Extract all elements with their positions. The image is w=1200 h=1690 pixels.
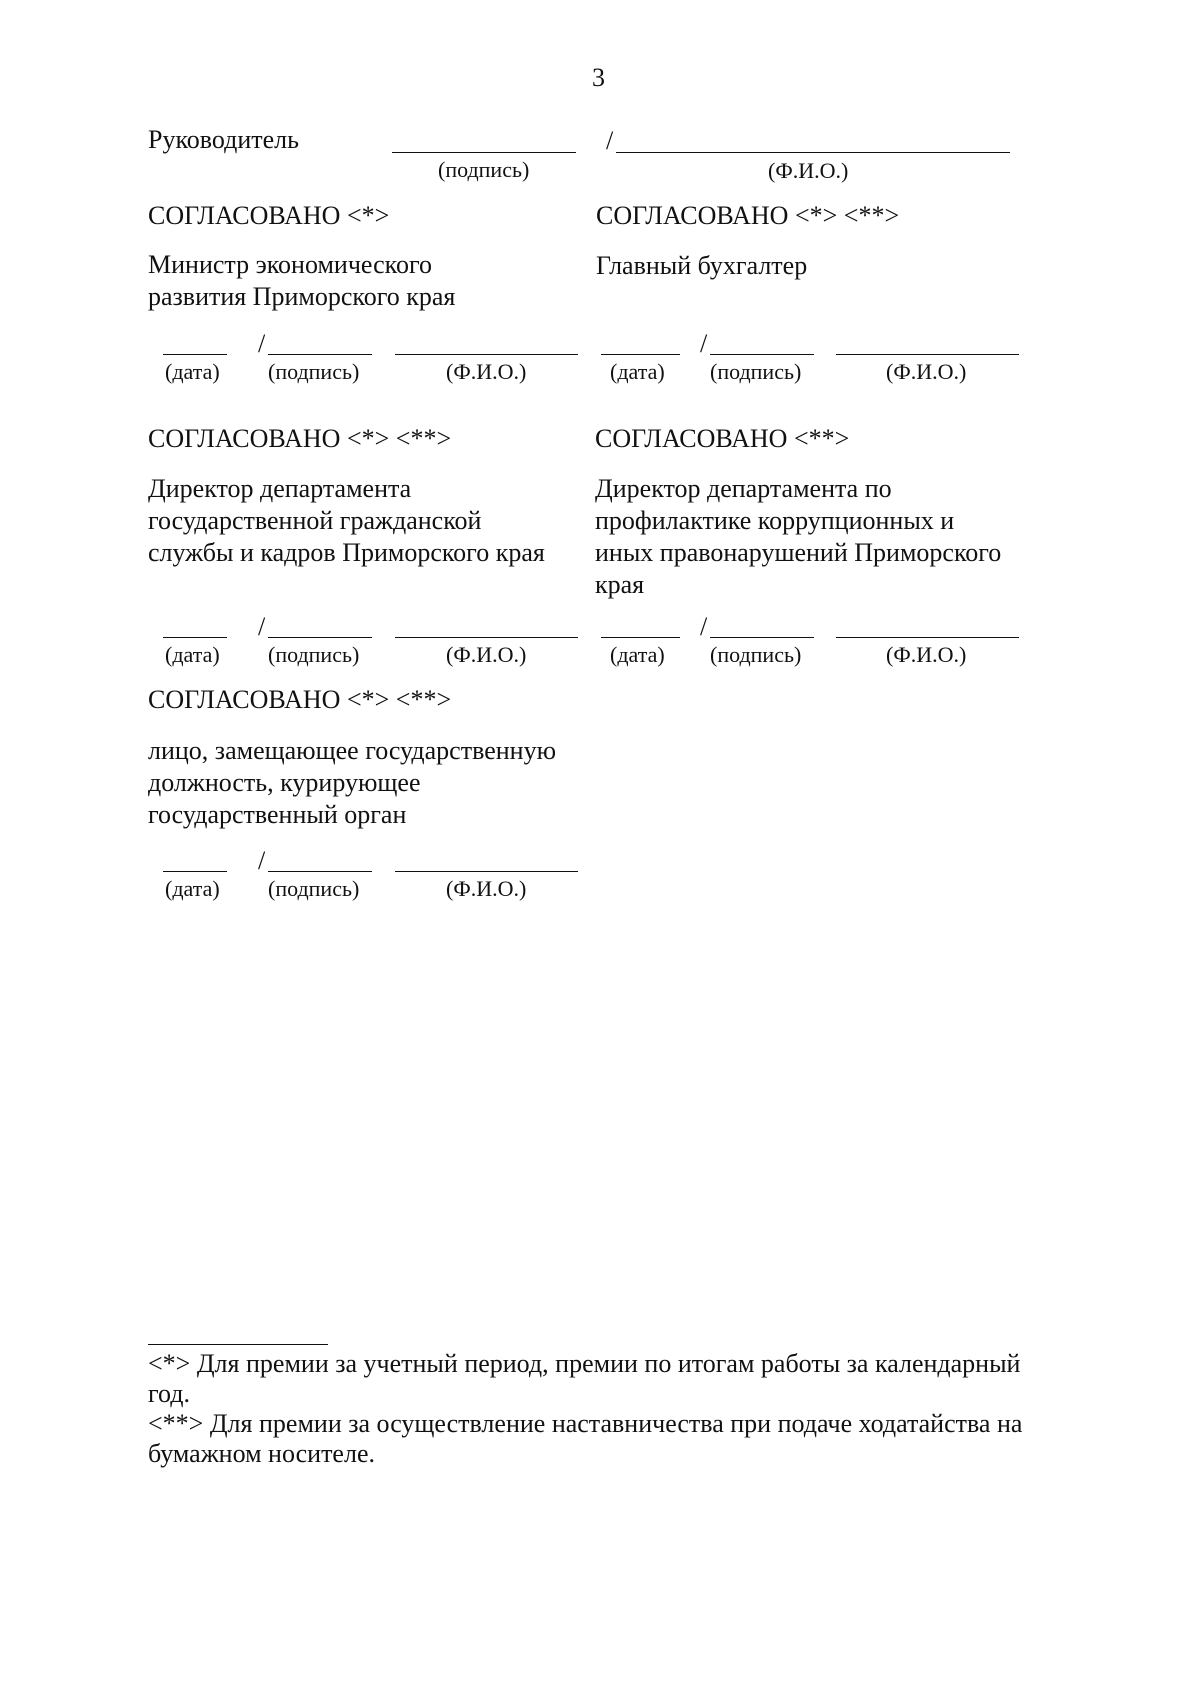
position-title: [595, 473, 1001, 601]
date-line: [601, 637, 680, 638]
name-line: [395, 354, 578, 355]
footnote-line: <**> Для премии за осуществление наставничества при подаче ходатайства на: [148, 1409, 1023, 1438]
separator-slash: /: [700, 612, 708, 641]
head-signature-caption: (подпись): [438, 157, 530, 182]
position-line: иных правонарушений Приморского: [595, 538, 1002, 567]
footnote-line: год.: [148, 1379, 190, 1408]
approval-heading: СОГЛАСОВАНО <*>: [148, 201, 390, 230]
name-caption: (Ф.И.О.): [886, 359, 967, 384]
position-line: края: [595, 570, 645, 599]
signature-line: [710, 354, 814, 355]
date-line: [601, 354, 680, 355]
name-line: [836, 637, 1019, 638]
approval-heading: СОГЛАСОВАНО <*> <**>: [148, 424, 452, 453]
position-line: государственной гражданской: [148, 506, 482, 535]
position-line: должность, курирующее: [148, 768, 421, 797]
name-caption: (Ф.И.О.): [446, 359, 527, 384]
date-line: [163, 354, 227, 355]
footnote-line: <*> Для премии за учетный период, премии по итогам работы за календарный: [148, 1349, 1021, 1378]
approval-heading: СОГЛАСОВАНО <*> <**>: [148, 685, 452, 714]
date-caption: (дата): [165, 359, 220, 384]
date-line: [163, 871, 227, 872]
signature-caption: (подпись): [268, 876, 360, 901]
position-line: профилактике коррупционных и: [595, 506, 955, 535]
date-caption: (дата): [165, 876, 220, 901]
head-slash: /: [606, 126, 614, 155]
position-line: развития Приморского края: [148, 282, 456, 311]
date-caption: (дата): [610, 642, 665, 667]
position-title: [148, 473, 545, 569]
position-line: Министр экономического: [148, 250, 432, 279]
position-title: [148, 249, 455, 313]
head-title: Руководитель: [148, 125, 299, 154]
date-caption: (дата): [165, 642, 220, 667]
name-line: [395, 871, 578, 872]
position-line: службы и кадров Приморского края: [148, 538, 545, 567]
signature-line: [710, 637, 814, 638]
head-name-caption: (Ф.И.О.): [768, 158, 849, 183]
footnote-separator: [148, 1344, 328, 1345]
separator-slash: /: [258, 612, 266, 641]
page-number: 3: [592, 63, 605, 92]
position-title: [596, 250, 807, 282]
approval-heading: СОГЛАСОВАНО <*> <**>: [596, 201, 900, 230]
head-name-line: [616, 152, 1010, 153]
name-line: [836, 354, 1019, 355]
footnote-line: бумажном носителе.: [148, 1439, 375, 1468]
signature-caption: (подпись): [268, 642, 360, 667]
head-signature-line: [392, 152, 576, 153]
position-title: [148, 735, 556, 831]
position-line: государственный орган: [148, 800, 407, 829]
date-caption: (дата): [610, 359, 665, 384]
approval-heading: СОГЛАСОВАНО <**>: [595, 424, 850, 453]
position-line: Главный бухгалтер: [596, 251, 808, 280]
separator-slash: /: [700, 329, 708, 358]
name-line: [395, 637, 578, 638]
name-caption: (Ф.И.О.): [446, 642, 527, 667]
position-line: Директор департамента: [148, 474, 412, 503]
separator-slash: /: [258, 329, 266, 358]
signature-line: [268, 354, 372, 355]
signature-line: [268, 637, 372, 638]
separator-slash: /: [258, 846, 266, 875]
position-line: лицо, замещающее государственную: [148, 736, 557, 765]
name-caption: (Ф.И.О.): [446, 876, 527, 901]
signature-line: [268, 871, 372, 872]
position-line: Директор департамента по: [595, 474, 892, 503]
signature-caption: (подпись): [710, 359, 802, 384]
name-caption: (Ф.И.О.): [886, 642, 967, 667]
signature-caption: (подпись): [268, 359, 360, 384]
signature-caption: (подпись): [710, 642, 802, 667]
date-line: [163, 637, 227, 638]
